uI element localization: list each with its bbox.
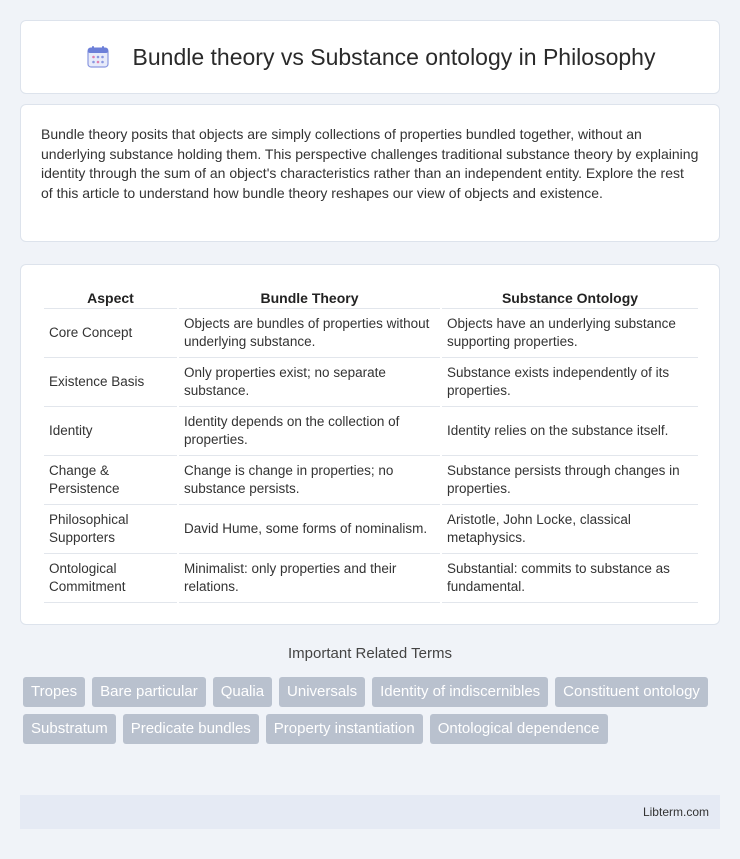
table-cell: Philosophical Supporters [44,505,177,554]
comparison-section [20,264,720,625]
table-cell: Only properties exist; no separate substance. [179,358,440,407]
table-cell: Core Concept [44,309,177,358]
table-cell: Objects have an underlying substance supporting properties. [442,309,698,358]
page-header [20,20,720,94]
related-term-tag[interactable]: Predicate bundles [123,714,259,744]
table-cell: Change is change in properties; no substance persists. [179,456,440,505]
table-cell: Substance exists independently of its properties. [442,358,698,407]
column-header: Substance Ontology [442,287,698,309]
calendar-icon [85,44,111,70]
intro-text: Bundle theory posits that objects are simply collections of properties bundled together, without an underlying substance holding them. This perspective challenges traditional substance theory by explaining identity through the sum of an object's characteristics rather than an independent entity. Explore the rest of this article to understand how bundle theory reshapes our view of objects and existence. [41,126,699,201]
table-cell: David Hume, some forms of nominalism. [179,505,440,554]
page-title: Bundle theory vs Substance ontology in Philosophy [132,43,656,70]
table-row [44,505,698,554]
table-cell: Substantial: commits to substance as fundamental. [442,554,698,603]
related-term-tag[interactable]: Qualia [213,677,272,707]
table-cell: Identity [44,407,177,456]
table-cell: Identity depends on the collection of properties. [179,407,440,456]
table-cell: Aristotle, John Locke, classical metaphysics. [442,505,698,554]
comparison-table [42,287,700,603]
related-term-tag[interactable]: Identity of indiscernibles [372,677,548,707]
table-cell: Identity relies on the substance itself. [442,407,698,456]
table-row [44,456,698,505]
related-term-tag[interactable]: Constituent ontology [555,677,708,707]
related-terms-list [23,677,723,751]
column-header: Aspect [44,287,177,309]
related-term-tag[interactable]: Tropes [23,677,85,707]
related-term-tag[interactable]: Bare particular [92,677,206,707]
table-cell: Substance persists through changes in properties. [442,456,698,505]
table-cell: Minimalist: only properties and their relations. [179,554,440,603]
related-term-tag[interactable]: Universals [279,677,365,707]
intro-section [20,104,720,242]
table-header-row [44,287,698,309]
table-cell: Objects are bundles of properties without underlying substance. [179,309,440,358]
table-cell: Existence Basis [44,358,177,407]
table-row [44,309,698,358]
related-terms-title: Important Related Terms [288,645,452,662]
related-term-tag[interactable]: Property instantiation [266,714,423,744]
related-term-tag[interactable]: Ontological dependence [430,714,608,744]
footer [20,795,720,829]
table-row [44,407,698,456]
related-term-tag[interactable]: Substratum [23,714,116,744]
footer-brand-link[interactable]: Libterm.com [642,805,709,819]
table-cell: Ontological Commitment [44,554,177,603]
table-cell: Change & Persistence [44,456,177,505]
table-row [44,358,698,407]
column-header: Bundle Theory [179,287,440,309]
table-row [44,554,698,603]
